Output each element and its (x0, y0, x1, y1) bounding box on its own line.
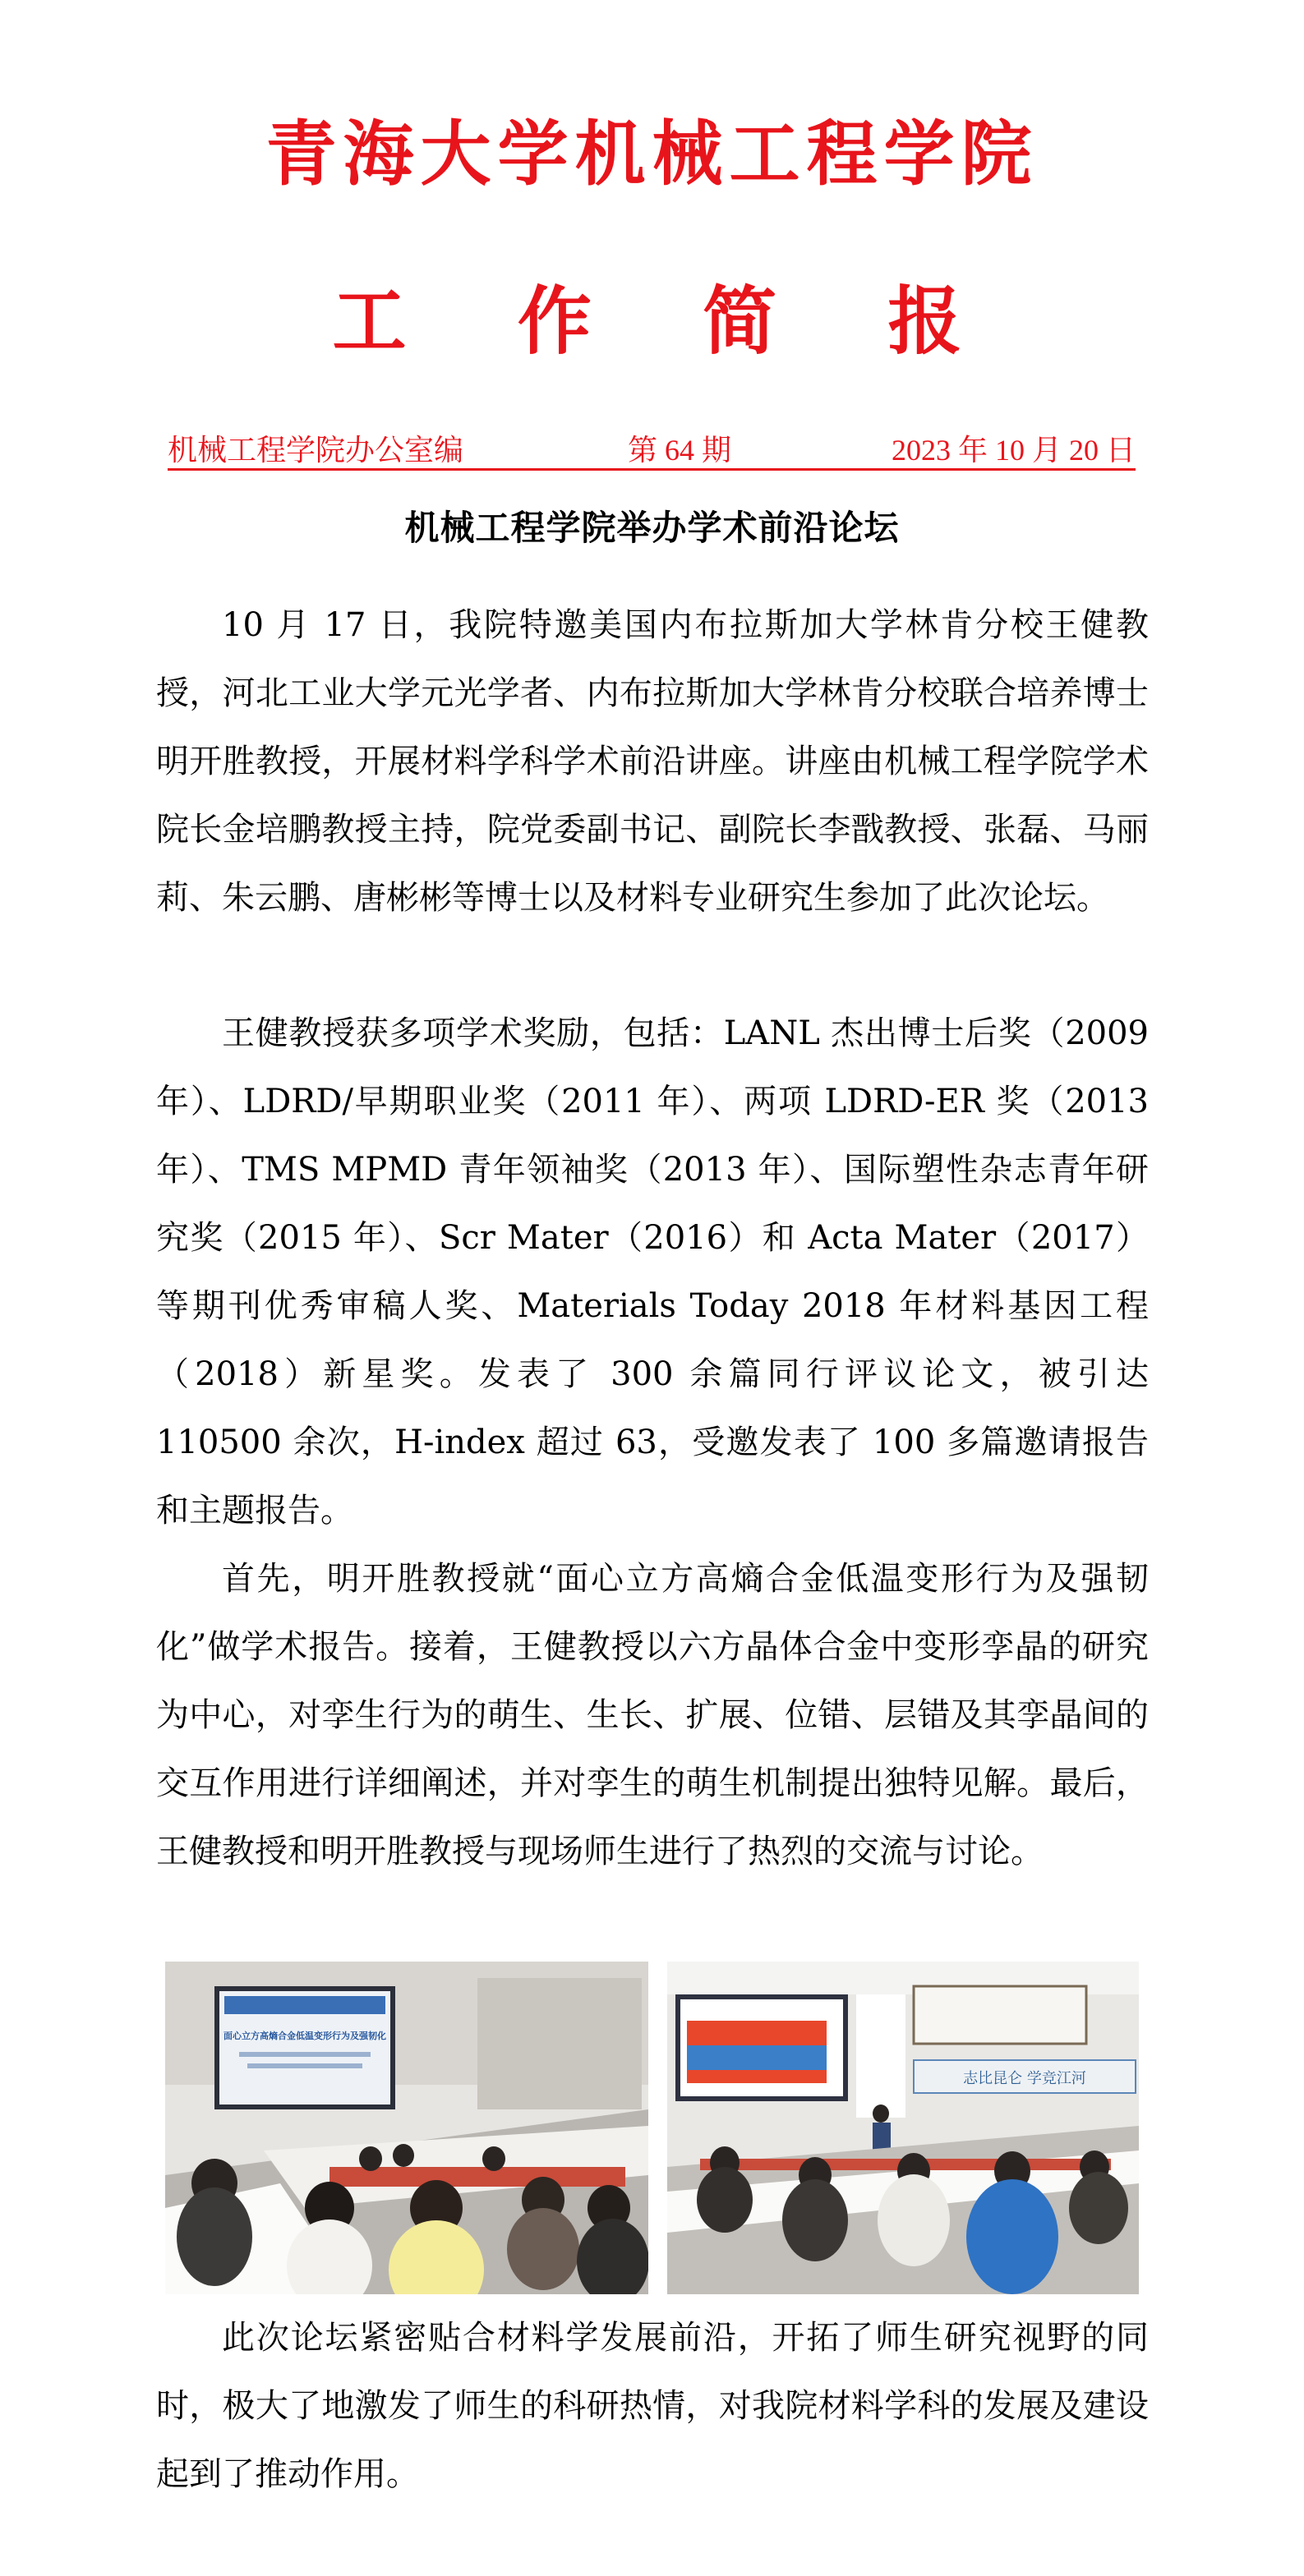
issue-date: 2023 年 10 月 20 日 (891, 434, 1136, 467)
wall-slogan: 志比昆仑 学竞江河 (963, 2070, 1086, 2087)
issue-number: 第 64 期 (628, 434, 732, 467)
lecture-photo-right (667, 1962, 1139, 2294)
lecture-photo-left (165, 1962, 648, 2294)
lecture-photo-left-image (165, 1962, 648, 2294)
issue-info-line (168, 426, 1136, 471)
article-paragraph: 10 月 17 日，我院特邀美国内布拉斯加大学林肯分校王健教授，河北工业大学元光学者、内布拉斯加大学林肯分校联合培养博士明开胜教授，开展材料学科学术前沿讲座。讲座由机械工程学院学术院长金培鹏教授主持，院党委副书记、副院长李戬教授、张磊、马丽莉、朱云鹏、唐彬彬等博士以及材料专业研究生参加了此次论坛。 (156, 606, 1149, 917)
lecture-photo-right-image (667, 1962, 1139, 2294)
article-paragraph: 王健教授获多项学术奖励，包括：LANL 杰出博士后奖（2009 年）、LDRD/早期职业奖（2011 年）、两项 LDRD-ER 奖（2013 年）、TMS MPMD 青年领袖奖（2013 年）、国际塑性杂志青年研究奖（2015 年）、Scr Mater（2016）和 Acta Mater（2017）等期刊优秀审稿人奖、Materials Today 2018 年材料基因工程（2018）新星奖。发表了 300 余篇同行评议论文，被引达 110500 余次，H-index 超过 63，受邀发表了 100 多篇邀请报告和主题报告。 (156, 1014, 1149, 1530)
org-title: 青海大学机械工程学院 (265, 113, 1039, 196)
slide-title: 面心立方高熵合金低温变形行为及强韧化 (223, 2031, 386, 2041)
bulletin-title: 工 作 简 报 (332, 278, 1005, 365)
article-paragraph: 首先，明开胜教授就“面心立方高熵合金低温变形行为及强韧化”做学术报告。接着，王健教授以六方晶体合金中变形孪晶的研究为中心，对孪生行为的萌生、生长、扩展、位错、层错及其孪晶间的交互作用进行详细阐述，并对孪生的萌生机制提出独特见解。最后，王健教授和明开胜教授与现场师生进行了热烈的交流与讨论。 (156, 1560, 1149, 1870)
issue-office: 机械工程学院办公室编 (168, 434, 464, 467)
article-paragraph: 此次论坛紧密贴合材料学发展前沿，开拓了师生研究视野的同时，极大了地激发了师生的科研热情，对我院材料学科的发展及建设起到了推动作用。 (156, 2319, 1149, 2493)
article-title: 机械工程学院举办学术前沿论坛 (404, 508, 900, 548)
